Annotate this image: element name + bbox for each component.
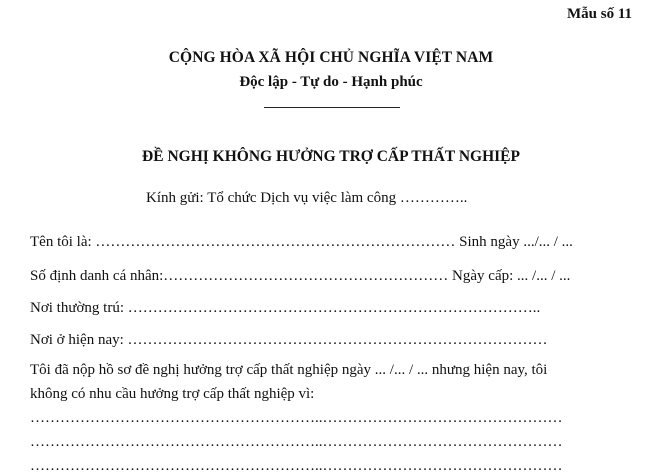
national-motto: Độc lập - Tự do - Hạnh phúc: [239, 74, 423, 90]
field-current-address-line: Nơi ở hiện nay: …………………………………………………………………………: [30, 332, 548, 348]
recipient-line: Kính gửi: Tổ chức Dịch vụ việc làm công …………..: [146, 190, 468, 206]
form-number: Mẫu số 11: [566, 6, 632, 22]
reason-blank-line-3: …………………………………………………..…………………………………………: [30, 458, 563, 474]
statement-line-1: Tôi đã nộp hồ sơ đề nghị hưởng trợ cấp thất nghiệp ngày ... /... / ... nhưng hiện nay, tôi: [30, 362, 548, 378]
national-title: CỘNG HÒA XÃ HỘI CHỦ NGHĨA VIỆT NAM: [168, 49, 494, 66]
reason-blank-line-1: …………………………………………………..…………………………………………: [30, 410, 563, 426]
field-name-line: Tên tôi là: ……………………………………………………………… Sinh ngày .../... / ...: [30, 234, 573, 250]
statement-line-2: không có nhu cầu hưởng trợ cấp thất nghiệp vì:: [30, 386, 315, 402]
motto-underline: [264, 107, 400, 108]
document-title: ĐỀ NGHỊ KHÔNG HƯỞNG TRỢ CẤP THẤT NGHIỆP: [142, 148, 520, 165]
field-residence-line: Nơi thường trú: ………………………………………………………………………..: [30, 300, 541, 316]
reason-blank-line-2: …………………………………………………..…………………………………………: [30, 434, 563, 450]
field-id-number-line: Số định danh cá nhân:………………………………………………… Ngày cấp: ... /... / ...: [30, 268, 571, 284]
